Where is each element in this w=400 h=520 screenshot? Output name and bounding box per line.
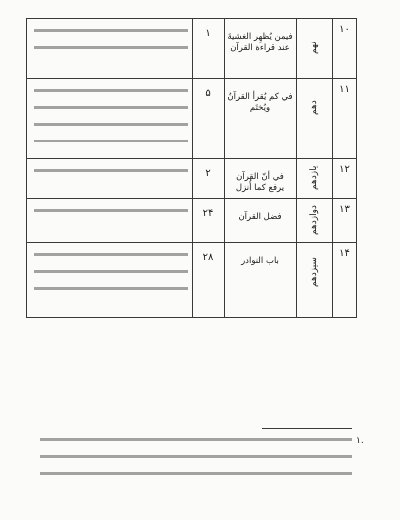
title-cell: فيمن يُظهِر الغشيةَ عند قراءة القرآن bbox=[227, 32, 293, 53]
ordinal-cell: یازدهم bbox=[309, 165, 319, 191]
footnote-text-lines bbox=[40, 438, 352, 488]
description-text-lines bbox=[34, 164, 188, 186]
row-number-cell: ۱۴ bbox=[339, 248, 350, 259]
ordinal-cell: سیزدهم bbox=[309, 257, 319, 287]
description-cell bbox=[26, 158, 192, 198]
count-cell: ۵ bbox=[205, 88, 211, 99]
count-cell: ۲ bbox=[205, 168, 211, 179]
row-number-cell: ۱۰ bbox=[339, 24, 350, 35]
title-cell: في كم يُقرأ القرآنُ ويُختَم bbox=[227, 92, 293, 113]
description-text-lines bbox=[34, 24, 188, 60]
row-number-cell: ۱۱ bbox=[339, 84, 350, 95]
chapter-table bbox=[26, 18, 357, 318]
description-text-lines bbox=[34, 204, 188, 226]
table-column-line bbox=[224, 18, 225, 318]
ordinal-cell: نهم bbox=[309, 41, 319, 55]
description-cell bbox=[26, 18, 192, 78]
description-cell bbox=[26, 198, 192, 242]
title-cell: في أنّ القرآن يرفع كما أُنزل bbox=[235, 172, 285, 193]
ordinal-cell: دهم bbox=[309, 100, 319, 116]
description-cell bbox=[26, 242, 192, 318]
ordinal-cell: دوازدهم bbox=[309, 205, 319, 235]
count-cell: ۲۴ bbox=[202, 208, 214, 219]
title-cell: باب النوادر bbox=[241, 256, 279, 266]
description-cell bbox=[26, 78, 192, 158]
footnote-marker: ۱. bbox=[356, 436, 364, 446]
row-number-cell: ۱۲ bbox=[339, 164, 350, 175]
count-cell: ۱ bbox=[205, 28, 211, 39]
count-cell: ۲۸ bbox=[202, 252, 214, 263]
title-cell: فضل القرآن bbox=[238, 212, 282, 222]
row-number-cell: ۱۳ bbox=[339, 204, 350, 215]
description-text-lines bbox=[34, 248, 188, 298]
footnote-rule bbox=[262, 428, 352, 429]
description-text-lines bbox=[34, 84, 188, 142]
